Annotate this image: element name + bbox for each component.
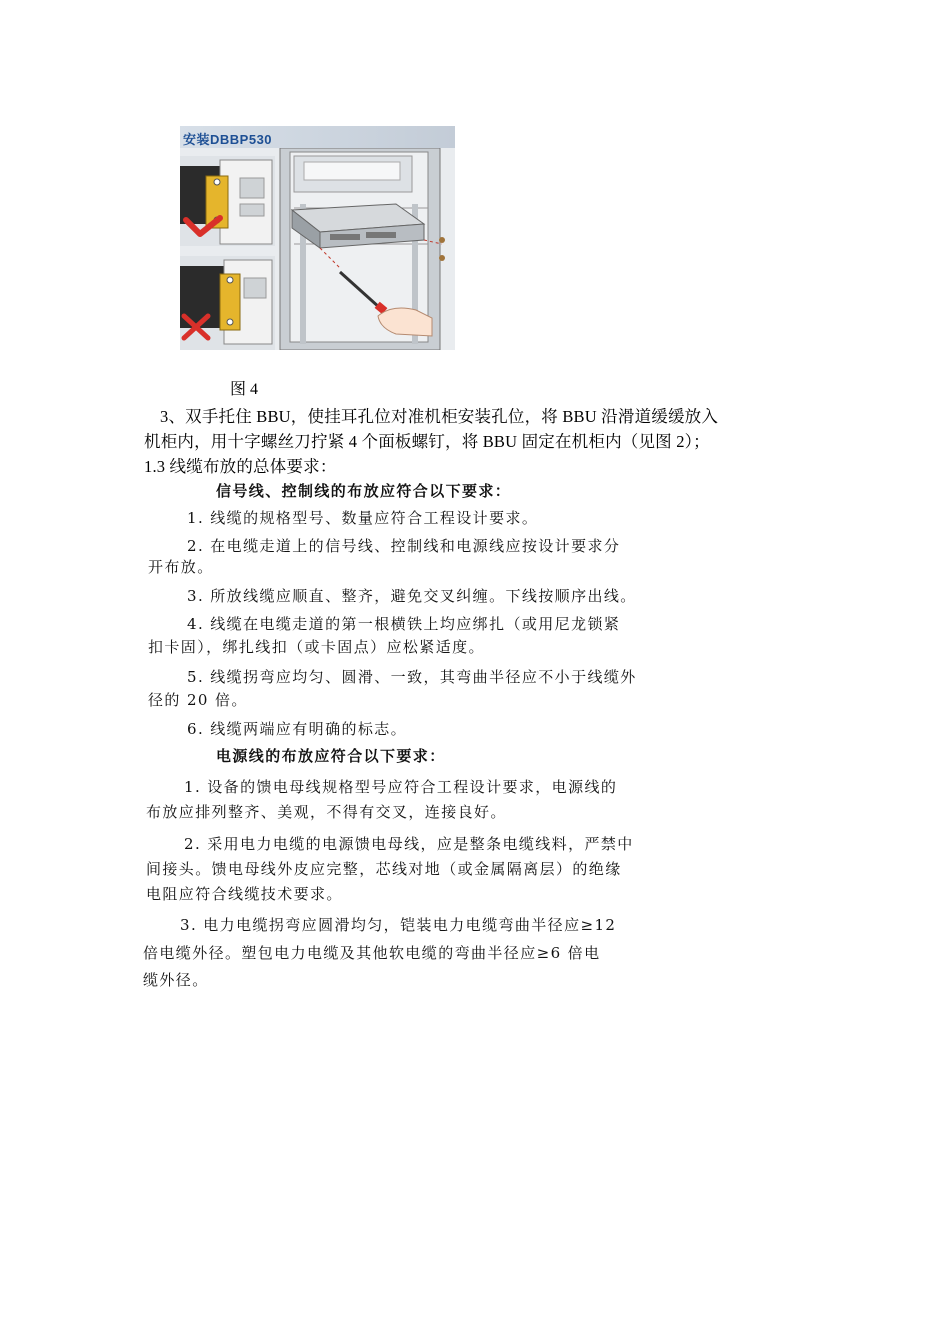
installation-figure bbox=[180, 126, 455, 350]
figure-caption: 图 4 bbox=[230, 381, 259, 398]
correct-mount-detail bbox=[180, 156, 275, 246]
scanned-line: 6. 线缆两端应有明确的标志。 bbox=[187, 720, 408, 738]
scanned-line: 3. 所放线缆应顺直、整齐，避免交叉纠缠。下线按顺序出线。 bbox=[187, 587, 637, 605]
scanned-line: 扣卡固），绑扎线扣（或卡固点）应松紧适度。 bbox=[148, 638, 485, 656]
scanned-line: 电阻应符合线缆技术要求。 bbox=[146, 885, 343, 903]
scanned-line: 4. 线缆在电缆走道的第一根横铁上均应绑扎（或用尼龙锁紧 bbox=[187, 615, 621, 633]
scanned-line: 5. 线缆拐弯应均匀、圆滑、一致，其弯曲半径应不小于线缆外 bbox=[187, 668, 637, 686]
figure-title-bar bbox=[180, 126, 455, 148]
scanned-line: 倍电缆外径。塑包电力电缆及其他软电缆的弯曲半径应≥6 倍电 bbox=[143, 944, 601, 962]
signal-wire-heading: 信号线、控制线的布放应符合以下要求： bbox=[216, 482, 512, 500]
installation-illustration bbox=[180, 148, 455, 350]
scanned-line: 缆外径。 bbox=[143, 971, 209, 989]
scanned-line: 2. 采用电力电缆的电源馈电母线，应是整条电缆线料，严禁中 bbox=[184, 835, 634, 853]
scanned-line: 1. 设备的馈电母线规格型号应符合工程设计要求，电源线的 bbox=[184, 778, 618, 796]
scanned-line: 间接头。馈电母线外皮应完整，芯线对地（或金属隔离层）的绝缘 bbox=[146, 860, 622, 878]
scanned-line: 开布放。 bbox=[148, 558, 214, 576]
power-wire-heading: 电源线的布放应符合以下要求： bbox=[216, 747, 446, 765]
scanned-line: 1. 线缆的规格型号、数量应符合工程设计要求。 bbox=[187, 509, 539, 527]
wrong-mount-detail bbox=[180, 256, 275, 350]
body-paragraph-line-1: 3、双手托住 BBU，使挂耳孔位对准机柜安装孔位，将 BBU 沿滑道缓缓放入 bbox=[160, 407, 719, 426]
scanned-line: 径的 20 倍。 bbox=[148, 691, 248, 709]
section-heading: 1.3 线缆布放的总体要求： bbox=[144, 457, 337, 476]
body-paragraph-line-2: 机柜内，用十字螺丝刀拧紧 4 个面板螺钉，将 BBU 固定在机柜内（见图 2）； bbox=[144, 432, 710, 451]
figure-title: 安装DBBP530 bbox=[183, 132, 273, 147]
scanned-line: 2. 在电缆走道上的信号线、控制线和电源线应按设计要求分 bbox=[187, 537, 621, 555]
scanned-line: 布放应排列整齐、美观，不得有交叉，连接良好。 bbox=[146, 803, 507, 821]
scanned-line: 3. 电力电缆拐弯应圆滑均匀，铠装电力电缆弯曲半径应≥12 bbox=[180, 916, 617, 934]
